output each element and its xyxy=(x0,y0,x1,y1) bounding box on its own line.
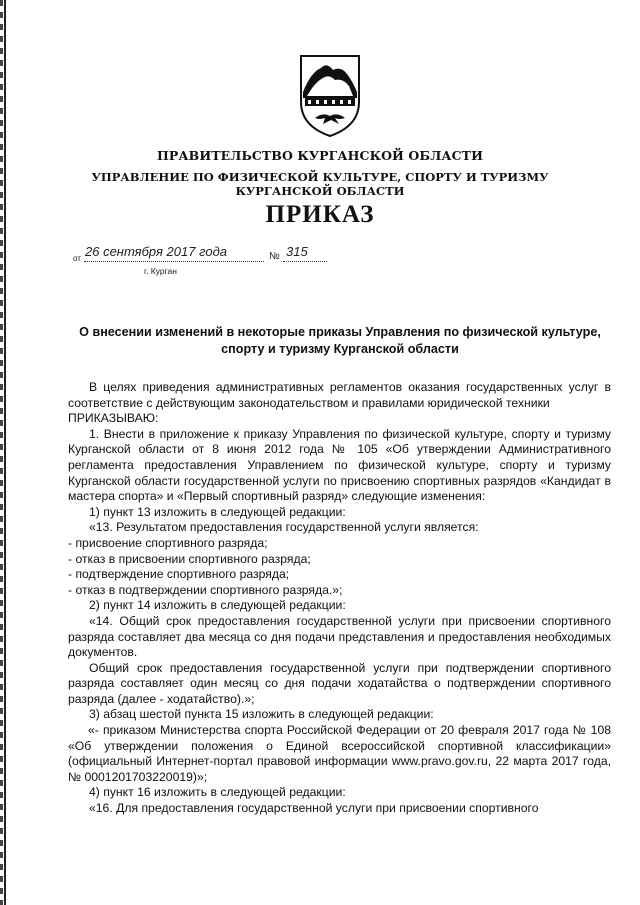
scan-edge-line xyxy=(4,0,6,905)
body-paragraph: 1. Внести в приложение к приказу Управления по физической культуре, спорту и туризму Курганской области от 8 июня 2012 года № 105 «Об утверждении Административного регламента предоставления Управлением по физической культуре, спорту и туризму Курганской области государственной услуги по присвоению спортивных разрядов «Кандидат в мастера спорта» и «Первый спортивный разряд» следующие изменения: xyxy=(68,426,611,504)
handwritten-number: 315 xyxy=(286,244,308,259)
body-paragraph: 4) пункт 16 изложить в следующей редакции: xyxy=(89,785,346,800)
body-list-item: - отказ в присвоении спортивного разряда; xyxy=(68,551,311,566)
org-name-department-line1: УПРАВЛЕНИЕ ПО ФИЗИЧЕСКОЙ КУЛЬТУРЕ, СПОРТУ И ТУРИЗМУ xyxy=(91,170,549,184)
body-paragraph-order: ПРИКАЗЫВАЮ: xyxy=(68,411,159,426)
body-list-item: - отказ в подтверждении спортивного разряда.»; xyxy=(68,582,343,597)
body-paragraph: В целях приведения административных регламентов оказания государственных услуг в соответствие с действующим законодательством и правилами юридической техники xyxy=(68,380,611,410)
body-paragraph: «- приказом Министерства спорта Российской Федерации от 20 февраля 2017 года № 108 «Об утверждении положения о Единой всероссийской спортивной классификации» (официальный Интернет-портал правовой информации www.pravo.gov.ru, 22 марта 2017 года, № 0001201703220019)»; xyxy=(68,723,611,784)
body-list-item: - подтверждение спортивного разряда; xyxy=(68,567,290,582)
org-name-department-line2: КУРГАНСКОЙ ОБЛАСТИ xyxy=(235,184,405,198)
document-type-title: ПРИКАЗ xyxy=(265,201,375,228)
body-paragraph: «16. Для предоставления государственной услуги при присвоении спортивного xyxy=(89,801,539,816)
body-list-item: - присвоение спортивного разряда; xyxy=(68,535,268,550)
number-label: № xyxy=(269,251,280,262)
body-paragraph: Общий срок предоставления государственной услуги при подтверждении спортивного разряда составляет один месяц со дня подачи ходатайства о подтверждении спортивного разряда (далее - ходатайство).»; xyxy=(68,660,611,706)
body-paragraph: «13. Результатом предоставления государственной услуги является: xyxy=(89,520,479,535)
number-underline xyxy=(283,261,327,262)
body-paragraph: 1) пункт 13 изложить в следующей редакции: xyxy=(89,504,346,519)
org-name-government: ПРАВИТЕЛЬСТВО КУРГАНСКОЙ ОБЛАСТИ xyxy=(157,148,483,163)
body-paragraph: 2) пункт 14 изложить в следующей редакции: xyxy=(89,598,346,613)
scan-edge-perforation xyxy=(0,0,3,905)
date-underline xyxy=(84,261,264,262)
body-paragraph: 3) абзац шестой пункта 15 изложить в следующей редакции: xyxy=(89,707,434,722)
body-paragraph: «14. Общий срок предоставления государственной услуги при присвоении спортивного разряда составляет два месяца со дня подачи представления и предоставления необходимых документов. xyxy=(68,613,611,660)
date-from-label: от xyxy=(73,254,81,263)
city-label: г. Курган xyxy=(144,266,177,276)
org-name-department xyxy=(80,170,560,198)
coat-of-arms-emblem xyxy=(295,52,365,138)
document-body xyxy=(68,380,611,817)
document-subject: О внесении изменений в некоторые приказы Управления по физической культуре, спорту и туризму Курганской области xyxy=(79,325,601,356)
handwritten-date: 26 сентября 2017 года xyxy=(85,244,227,259)
